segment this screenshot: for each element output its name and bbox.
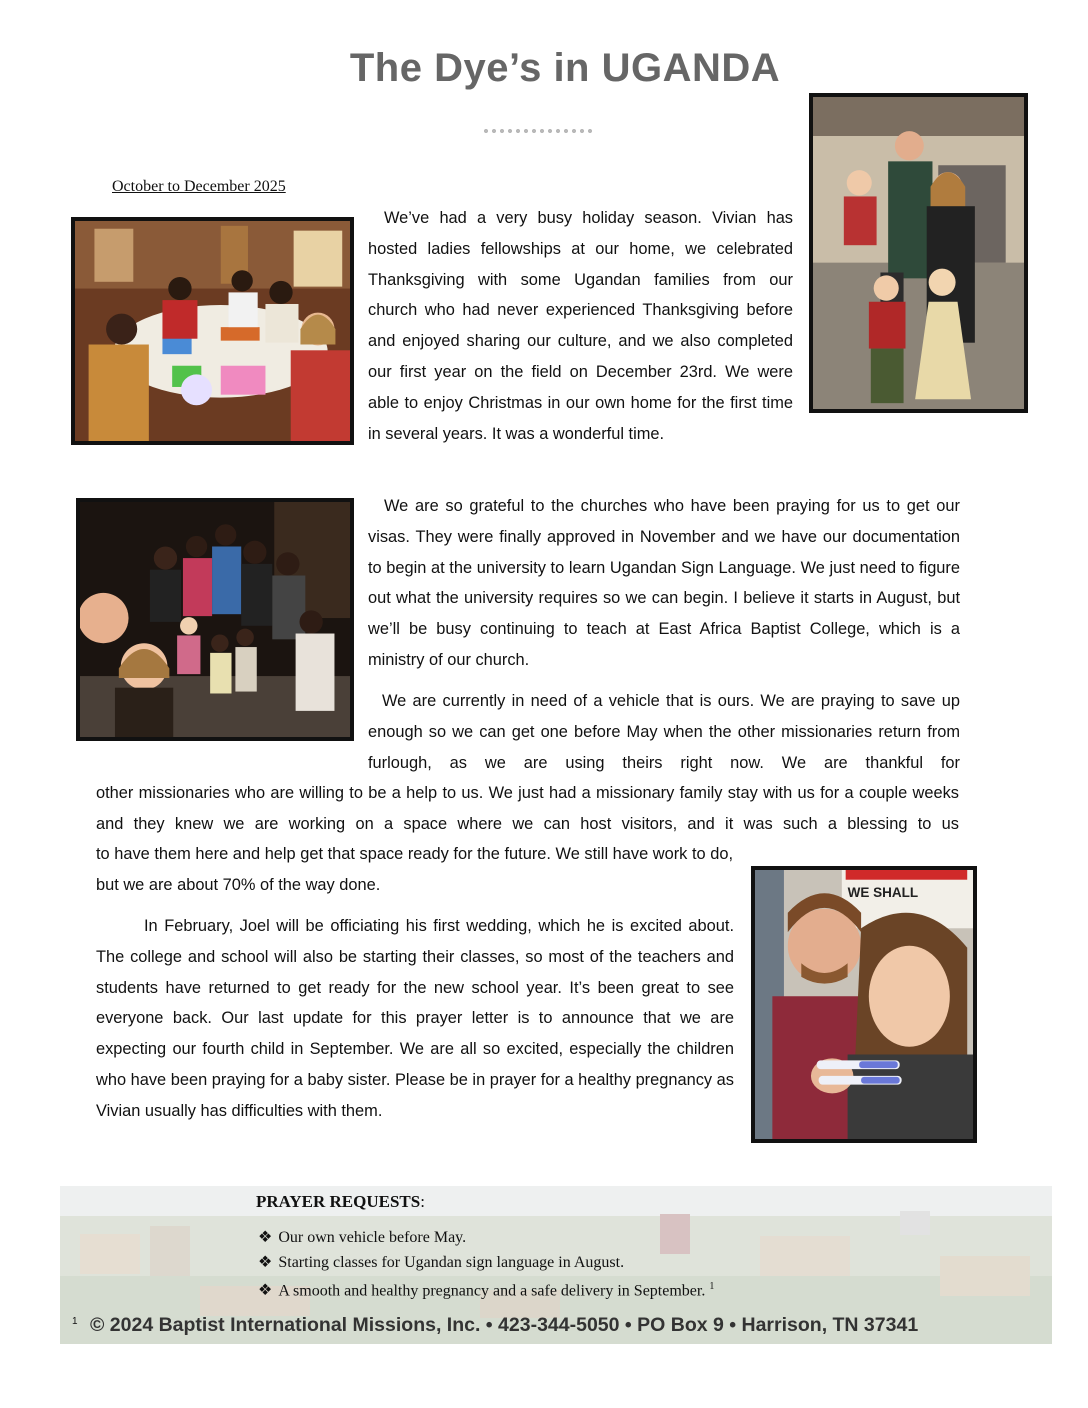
paragraph-vehicle-b [96, 778, 959, 840]
prayer-requests-colon: : [420, 1192, 425, 1211]
diamond-bullet-icon: ❖ [258, 1282, 273, 1300]
photo-family-portrait-image [813, 97, 1024, 409]
prayer-request-text: Starting classes for Ugandan sign language in August. [278, 1253, 625, 1271]
page-title: The Dye’s in UGANDA [349, 46, 781, 90]
paragraph-vehicle-b-text: other missionaries who are willing to be a help to us. We just had a missionary family stay with us for a couple weeks and they knew we are working on a space where we can host visitors, and it was such a blessing to us [96, 784, 959, 833]
prayer-request-item [258, 1251, 714, 1276]
paragraph-vehicle-c-text: to have them here and help get that space ready for the future. We still have work to do, but we are about 70% of the way done. [96, 845, 733, 894]
diamond-bullet-icon: ❖ [258, 1253, 273, 1271]
diamond-bullet-icon: ❖ [258, 1229, 273, 1246]
title-divider-dots [482, 128, 592, 134]
prayer-request-text: A smooth and healthy pregnancy and a safe delivery in September. [278, 1282, 706, 1300]
photo-sign-text: WE SHALL [847, 885, 919, 901]
prayer-request-item [258, 1275, 714, 1304]
footnote-reference: 1 [709, 1281, 715, 1292]
photo-group-selfie [76, 498, 354, 741]
photo-family-portrait [809, 93, 1028, 413]
paragraph-vehicle-a [368, 686, 960, 778]
footnote-mark: 1 [72, 1316, 78, 1327]
date-range: October to December 2025 [112, 178, 286, 195]
copyright-footer: © 2024 Baptist International Missions, Inc. • 423-344-5050 • PO Box 9 • Harrison, TN 37341 [90, 1314, 919, 1336]
prayer-request-item [258, 1226, 714, 1251]
prayer-request-text: Our own vehicle before May. [278, 1229, 467, 1246]
prayer-requests-list [258, 1226, 714, 1304]
photo-couple-announcement-image [755, 870, 973, 1139]
photo-ladies-fellowship [71, 217, 354, 445]
paragraph-wedding-and-news [96, 911, 734, 1127]
photo-group-selfie-image [80, 502, 350, 737]
paragraph-vehicle-c [96, 839, 733, 901]
photo-couple-announcement [751, 866, 977, 1143]
prayer-requests-title [256, 1192, 425, 1212]
paragraph-vehicle-a-text: We are currently in need of a vehicle that is ours. We are praying to save up enough so we can get one before May when the other missionaries return from furlough, as we are using theirs right now. We are thankful for [368, 692, 960, 772]
paragraph-visas [368, 491, 960, 676]
prayer-requests-title-text: PRAYER REQUESTS [256, 1192, 421, 1211]
photo-ladies-fellowship-image [75, 221, 350, 441]
paragraph-holiday-season [368, 203, 793, 449]
paragraph-holiday-season-text: We’ve had a very busy holiday season. Vivian has hosted ladies fellowships at our home, we celebrated Thanksgiving with some Ugandan families from our church who had never experienced Thanksgiving before and enjoyed sharing our culture, and we also completed our first year on the field on December 23rd. We were able to enjoy Christmas in our own home for the first time in several years. It was a wonderful time. [368, 209, 793, 443]
paragraph-wedding-and-news-text: In February, Joel will be officiating his first wedding, which he is excited about. The college and school will also be starting their classes, so most of the teachers and students have returned to get ready for the new school year. It’s been great to see everyone back. Our last update for this prayer letter is to announce that we are expecting our fourth child in September. We are all so excited, especially the children who have been praying for a baby sister. Please be in prayer for a healthy pregnancy as Vivian usually has difficulties with them. [96, 917, 734, 1120]
paragraph-visas-text: We are so grateful to the churches who have been praying for us to get our visas. They were finally approved in November and we have our documentation to begin at the university to learn Ugandan Sign Language. We just need to figure out what the university requires so we can begin. I believe it starts in August, but we’ll be busy continuing to teach at East Africa Baptist College, which is a ministry of our church. [368, 497, 960, 669]
